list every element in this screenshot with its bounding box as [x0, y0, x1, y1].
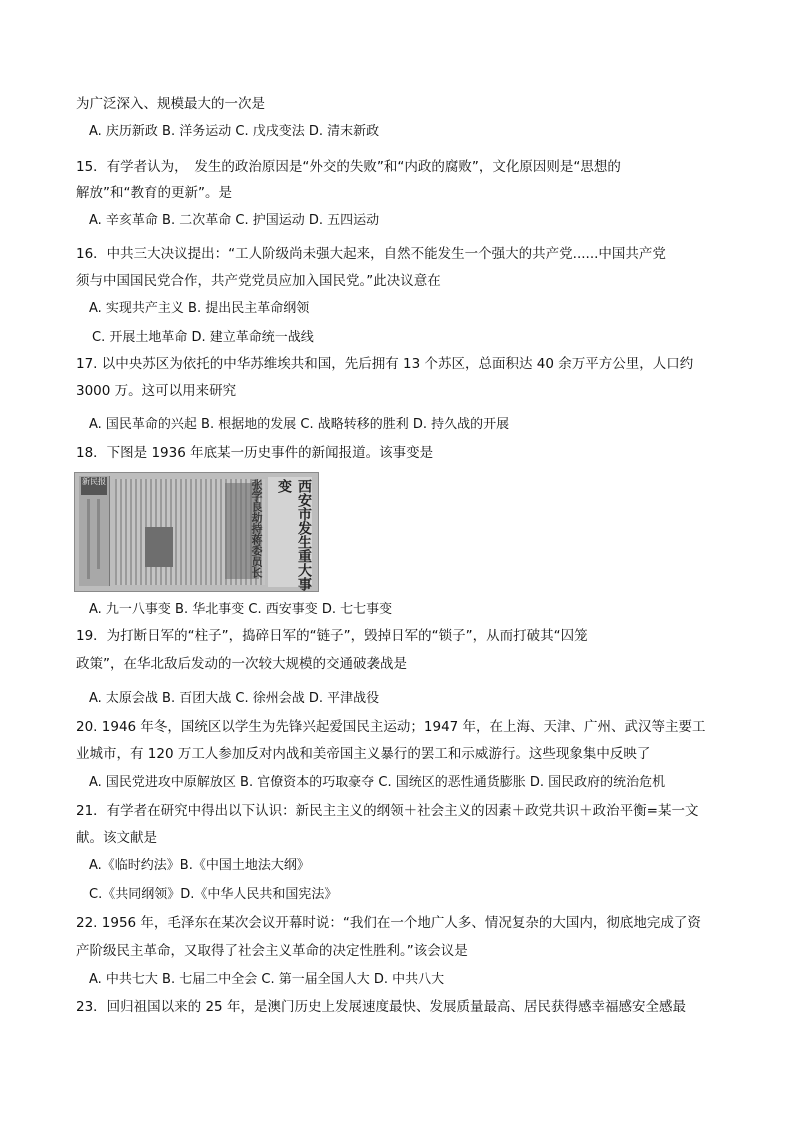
newspaper-masthead: 新民报 — [81, 477, 107, 495]
q20-options: A. 国民党进攻中原解放区 B. 官僚资本的巧取豪夺 C. 国统区的恶性通货膨胀 D. 国民政府的统治危机 — [89, 775, 666, 790]
newspaper-clipping-image — [74, 472, 319, 592]
q15-text-line1: 15．有学者认为， 发生的政治原因是“外交的失败”和“内政的腐败”，文化原因则是“思想的 — [76, 159, 621, 175]
q19-text-line2: 政策”，在华北敌后发动的一次较大规模的交通破袭战是 — [76, 656, 407, 672]
q14-options: A. 庆历新政 B. 洋务运动 C. 戊戌变法 D. 清末新政 — [89, 124, 380, 139]
q22-text-line1: 22. 1956 年，毛泽东在某次会议开幕时说：“我们在一个地广人多、情况复杂的大国内，彻底地完成了资 — [76, 915, 701, 931]
q16-options-cd: C. 开展土地革命 D. 建立革命统一战线 — [92, 330, 314, 345]
q18-text: 18．下图是 1936 年底某一历史事件的新闻报道。该事变是 — [76, 445, 434, 461]
q15-options: A. 辛亥革命 B. 二次革命 C. 护国运动 D. 五四运动 — [89, 213, 380, 228]
q21-text-line1: 21．有学者在研究中得出以下认识：新民主主义的纲领＋社会主义的因素＋政党共识＋政治平衡=某一文 — [76, 803, 699, 819]
q22-options: A. 中共七大 B. 七届二中全会 C. 第一届全国人大 D. 中共八大 — [89, 972, 445, 987]
newspaper-headline: 西安市发生重大事变 — [276, 479, 312, 591]
newspaper-rule — [97, 499, 100, 569]
q19-options: A. 太原会战 B. 百团大战 C. 徐州会战 D. 平津战役 — [89, 691, 380, 706]
q23-text-line1: 23．回归祖国以来的 25 年，是澳门历史上发展速度最快、发展质量最高、居民获得感幸福感安全感最 — [76, 999, 686, 1015]
newspaper-rule — [87, 499, 90, 579]
q20-text-line1: 20. 1946 年冬，国统区以学生为先锋兴起爱国民主运动；1947 年，在上海、天津、广州、武汉等主要工 — [76, 719, 706, 735]
q15-text-line2: 解放”和“教育的更新”。是 — [76, 185, 232, 201]
newspaper-photo-block — [145, 527, 173, 567]
newspaper-subheadline: 张学良劫持蒋委员长 — [250, 479, 263, 578]
q21-text-line2: 献。该文献是 — [76, 830, 157, 846]
q17-options: A. 国民革命的兴起 B. 根据地的发展 C. 战略转移的胜利 D. 持久战的开展 — [89, 417, 510, 432]
q14-text-end: 为广泛深入、规模最大的一次是 — [76, 96, 265, 112]
q21-options-ab: A.《临时约法》B.《中国土地法大纲》 — [89, 858, 310, 873]
q18-options: A. 九一八事变 B. 华北事变 C. 西安事变 D. 七七事变 — [89, 602, 393, 617]
q17-text-line2: 3000 万。这可以用来研究 — [76, 383, 237, 399]
q21-options-cd: C.《共同纲领》D.《中华人民共和国宪法》 — [89, 887, 338, 902]
q22-text-line2: 产阶级民主革命，又取得了社会主义革命的决定性胜利。”该会议是 — [76, 943, 468, 959]
q20-text-line2: 业城市，有 120 万工人参加反对内战和美帝国主义暴行的罢工和示威游行。这些现象集中反映了 — [76, 746, 651, 762]
q16-options-ab: A. 实现共产主义 B. 提出民主革命纲领 — [89, 301, 310, 316]
q16-text-line1: 16．中共三大决议提出：“工人阶级尚未强大起来，自然不能发生一个强大的共产党......中国共产党 — [76, 246, 666, 262]
q19-text-line1: 19．为打断日军的“柱子”，捣碎日军的“链子”，毁掉日军的“锁子”，从而打破其“囚笼 — [76, 628, 588, 644]
q16-text-line2: 须与中国国民党合作，共产党党员应加入国民党。”此决议意在 — [76, 273, 441, 289]
q17-text-line1: 17. 以中央苏区为依托的中华苏维埃共和国，先后拥有 13 个苏区，总面积达 40 余万平方公里，人口约 — [76, 356, 694, 372]
